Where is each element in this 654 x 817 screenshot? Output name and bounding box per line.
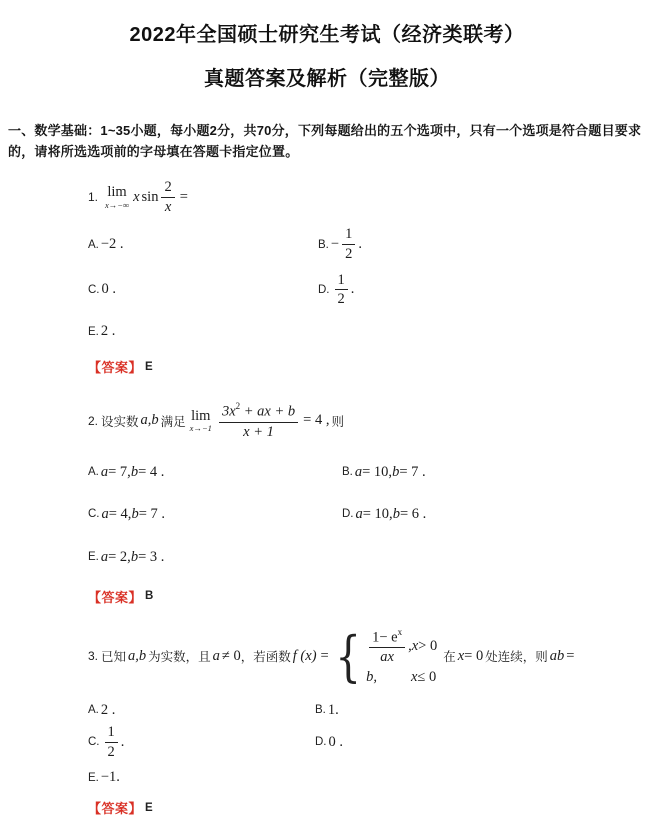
doc-title-line2: 真题答案及解析（完整版） bbox=[204, 68, 450, 90]
question-3-answer bbox=[88, 798, 640, 817]
question-1-stem bbox=[88, 179, 640, 215]
question-3-stem: 3. 已知 a,b 为实数，且 a ≠ 0 ，若函数 f (x) = { $\frac{1- e^x}{ax}$ , x > 0 b, x ≤ 0 在 x = 0 处连续，则 ab = bbox=[88, 624, 575, 688]
section-intro: 一、数学基础：1~35小题，每小题2分，共70分，下列每题给出的五个选项中，只有一个选项是符合题目要求的，请将所选选项前的字母填在答题卡指定位置。 bbox=[8, 123, 642, 160]
q1-option-b-fraction: $\frac{1}{2}$ bbox=[342, 226, 355, 262]
q3-options-row-2 bbox=[88, 724, 640, 760]
q3-option-c: C. $\frac{1}{2}$ . bbox=[88, 723, 125, 760]
q2-options-row-1 bbox=[88, 464, 640, 481]
q3-option-b: B. 1. bbox=[315, 701, 339, 718]
q2-option-c: C. a = 4, b = 7 . bbox=[88, 505, 165, 522]
q3-fraction: $\frac{1- e^x}{ax}$ bbox=[369, 627, 405, 666]
q2-option-e: E. a = 2, b = 3 . bbox=[88, 548, 165, 565]
piecewise-row-1: $\frac{1- e^x}{ax}$ , x > 0 bbox=[366, 627, 437, 666]
question-2-number: 2. bbox=[88, 413, 99, 428]
document-header bbox=[0, 0, 654, 91]
q1-option-b: B. − $\frac{1}{2}$ . bbox=[318, 226, 362, 263]
doc-title-line1: 2022年全国硕士研究生考试（经济类联考） bbox=[129, 24, 525, 46]
q1-fraction: $\frac{2}{x}$ bbox=[161, 179, 174, 215]
question-3-number: 3. bbox=[88, 649, 99, 664]
limit-operator: lim x→−1 bbox=[189, 407, 212, 434]
q2-fraction: $\frac{3x^2 + ax + b}{x + 1}$ bbox=[219, 401, 298, 440]
q2-options-row-3 bbox=[88, 549, 640, 566]
q1-option-d-fraction: $\frac{1}{2}$ bbox=[335, 272, 348, 308]
q1-var-x: x bbox=[133, 188, 140, 205]
q1-option-e: E. 2 . bbox=[88, 323, 116, 340]
questions-area bbox=[88, 179, 640, 817]
answer-label: 【答案】 bbox=[88, 360, 143, 376]
question-2-answer bbox=[88, 587, 640, 606]
q1-equals: = bbox=[179, 188, 188, 205]
q2-option-b: B. a = 10, b = 7 . bbox=[342, 463, 426, 480]
q1-options-row-1 bbox=[88, 226, 640, 262]
q2-option-a: A. a = 7, b = 4 . bbox=[88, 463, 165, 480]
left-brace: { bbox=[335, 624, 361, 688]
q1-option-d: D. $\frac{1}{2}$ . bbox=[318, 271, 355, 308]
q1-option-c: C. 0 . bbox=[88, 281, 116, 298]
answer-value: E bbox=[145, 360, 153, 373]
question-1-number: 1. bbox=[88, 190, 99, 205]
q1-option-a: A. −2 . bbox=[88, 236, 124, 253]
q3-option-e: E. −1. bbox=[88, 769, 120, 786]
answer-label: 【答案】 bbox=[88, 589, 143, 605]
answer-value: E bbox=[145, 801, 153, 814]
q1-sin: sin bbox=[141, 188, 159, 205]
answer-value: B bbox=[145, 590, 154, 603]
piecewise-function bbox=[331, 624, 438, 688]
piecewise-row-2: b, x ≤ 0 bbox=[366, 668, 437, 685]
q2-option-d: D. a = 10, b = 6 . bbox=[342, 505, 427, 522]
q3-option-d: D. 0 . bbox=[315, 733, 343, 750]
q1-options-row-3 bbox=[88, 323, 640, 340]
answer-label: 【答案】 bbox=[88, 801, 143, 817]
question-2-stem: 2. 设实数 a,b 满足 lim x→−1 $\frac{3x^2 + ax + b}{x + 1}$ = 4 , 则 bbox=[88, 401, 344, 440]
question-1-answer bbox=[88, 357, 640, 376]
q2-options-row-2 bbox=[88, 506, 640, 523]
q3-option-a: A. 2 . bbox=[88, 701, 116, 718]
q3-options-row-1 bbox=[88, 702, 640, 719]
limit-operator: lim x→−∞ bbox=[105, 184, 130, 210]
q3-option-c-fraction: $\frac{1}{2}$ bbox=[105, 724, 118, 760]
q3-options-row-3 bbox=[88, 769, 640, 786]
q1-options-row-2 bbox=[88, 272, 640, 308]
